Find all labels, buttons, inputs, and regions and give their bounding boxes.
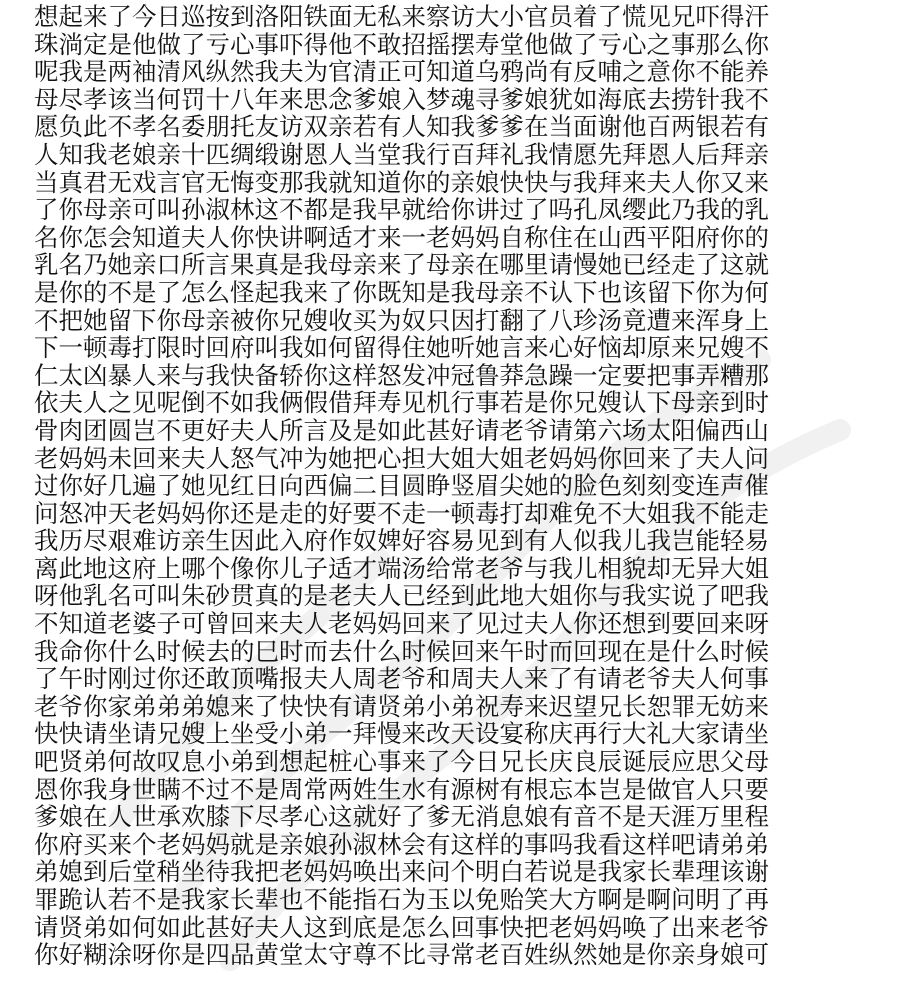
text-line: 仁太凶暴人来与我快备轿你这样怒发冲冠鲁莽急躁一定要把事弄糟那 (34, 361, 769, 390)
text-line: 下一顿毒打限时回府叫我如何留得住她听她言来心好恼却原来兄嫂不 (34, 334, 769, 362)
text-line: 过你好几遍了她见红日向西偏二目圆睁竖眉尖她的脸色刻刻变连声催 (34, 472, 769, 500)
text-line: 愿负此不孝名委朋托友访双亲若有人知我爹爹在当面谢他百两银若有 (34, 113, 769, 141)
text-line: 是你的不是了怎么怪起我来了你既知是我母亲不认下也该留下你为何 (34, 278, 769, 307)
text-line: 我历尽艰难访亲生因此入府作奴婢好容易见到有人似我儿我岂能轻易 (34, 527, 769, 555)
text-line: 离此地这府上哪个像你儿子适才端汤给常老爷与我儿相貌却无异大姐 (34, 554, 769, 583)
text-line: 珠淌定是他做了亏心事吓得他不敢招摇摆寿堂他做了亏心之事那么你 (34, 30, 769, 59)
text-line: 老爷你家弟弟弟媳来了快快有请贤弟小弟祝寿来迟望兄长恕罪无妨来 (34, 692, 769, 721)
text-line: 呢我是两袖清风纵然我夫为官清正可知道乌鸦尚有反哺之意你不能养 (34, 58, 769, 86)
text-line: 人知我老娘亲十匹绸缎谢恩人当堂我行百拜礼我情愿先拜恩人后拜亲 (34, 140, 769, 169)
text-line: 呀他乳名可叫朱砂贯真的是老夫人已经到此地大姐你与我实说了吧我 (34, 582, 769, 611)
text-line: 不把她留下你母亲被你兄嫂收买为奴只因打翻了八珍汤竟遭来浑身上 (34, 306, 769, 335)
text-line: 了午时刚过你还敢顶嘴报夫人周老爷和周夫人来了有请老爷夫人何事 (34, 665, 769, 693)
text-line: 当真君无戏言官无悔变那我就知道你的亲娘快快与我拜来夫人你又来 (34, 168, 769, 197)
text-line: 我命你什么时候去的巳时而去什么时候回来午时而回现在是什么时候 (34, 637, 769, 666)
text-line: 弟媳到后堂稍坐待我把老妈妈唤出来问个明白若说是我家长辈理该谢 (34, 858, 769, 886)
text-line: 问怒冲天老妈妈你还是走的好要不走一顿毒打却难免不大姐我不能走 (34, 499, 769, 528)
text-line: 了你母亲可叫孙淑林这不都是我早就给你讲过了吗孔凤缨此乃我的乳 (34, 196, 769, 224)
text-line: 想起来了今日巡按到洛阳铁面无私来察访大小官员着了慌见兄吓得汗 (34, 3, 769, 31)
text-line: 母尽孝该当何罚十八年来思念爹娘入梦魂寻爹娘犹如海底去捞针我不 (34, 85, 769, 114)
text-line: 吧贤弟何故叹息小弟到想起桩心事来了今日兄长庆良辰诞辰应思父母 (34, 748, 769, 776)
text-line: 你府买来个老妈妈就是亲娘孙淑林会有这样的事吗我看这样吧请弟弟 (34, 830, 769, 859)
text-line: 恩你我身世瞒不过不是周常两姓生水有源树有根忘本岂是做官人只要 (34, 775, 769, 804)
text-line: 爹娘在人世承欢膝下尽孝心这就好了爹无消息娘有音不是天涯万里程 (34, 803, 769, 831)
text-line: 老妈妈未回来夫人怒气冲为她把心担大姐大姐老妈妈你回来了夫人问 (34, 444, 769, 473)
text-line: 罪跪认若不是我家长辈也不能指石为玉以免贻笑大方啊是啊问明了再 (34, 886, 769, 914)
text-line: 请贤弟如何如此甚好夫人这到底是怎么回事快把老妈妈唤了出来老爷 (34, 913, 769, 942)
text-line: 快快请坐请兄嫂上坐受小弟一拜慢来改天设宴称庆再行大礼大家请坐 (34, 720, 769, 749)
text-line: 名你怎会知道夫人你快讲啊适才来一老妈妈自称住在山西平阳府你的 (34, 223, 769, 252)
text-line: 骨肉团圆岂不更好夫人所言及是如此甚好请老爷请第六场太阳偏西山 (34, 416, 769, 445)
script-text-block (34, 3, 874, 969)
text-line: 你好糊涂呀你是四品黄堂太守尊不比寻常老百姓纵然她是你亲身娘可 (34, 941, 769, 969)
text-line: 不知道老婆子可曾回来夫人老妈妈回来了见过夫人你还想到要回来呀 (34, 610, 769, 638)
text-line: 乳名乃她亲口所言果真是我母亲来了母亲在哪里请慢她已经走了这就 (34, 251, 769, 279)
text-line: 依夫人之见呢倒不如我俩假借拜寿见机行事若是你兄嫂认下母亲到时 (34, 389, 769, 417)
